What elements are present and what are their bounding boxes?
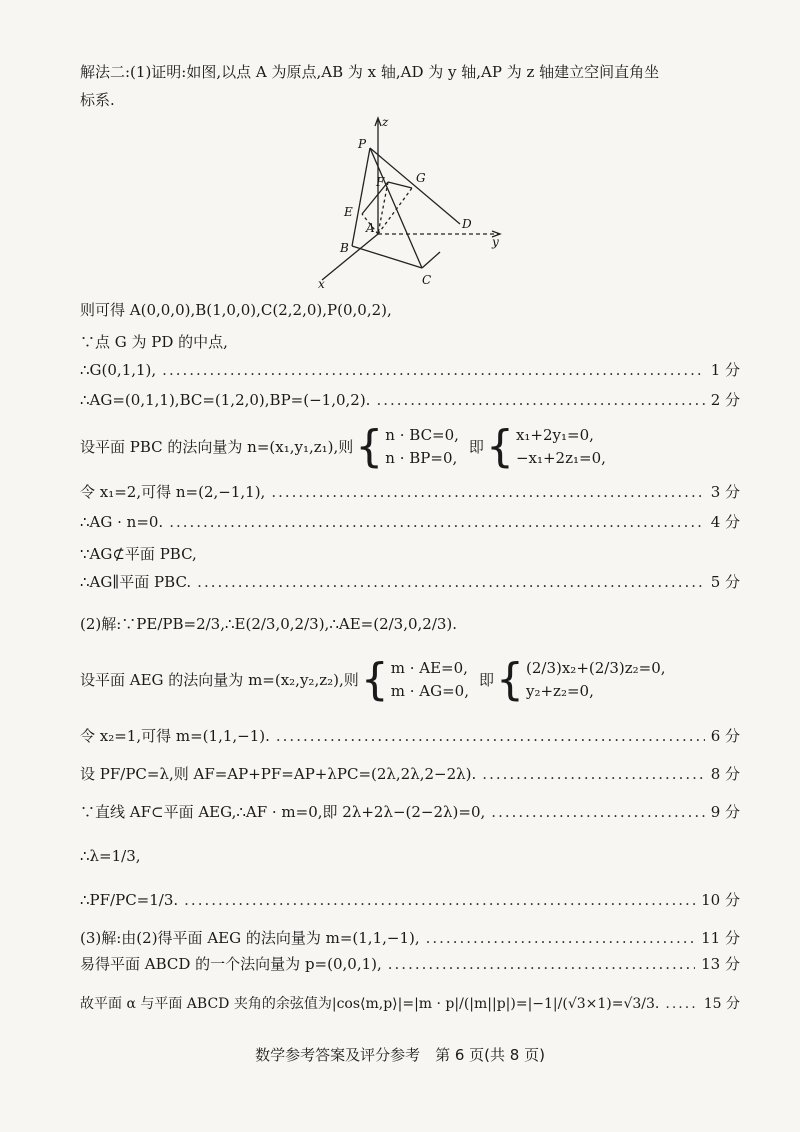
edge-cd <box>422 252 440 268</box>
dot-leader <box>388 954 695 974</box>
score-4: 4 分 <box>710 513 740 531</box>
part-2-line: (2)解:∵PE/PB=2/3,∴E(2/3,0,2/3),∴AE=(2/3,0,2/3). <box>80 615 458 633</box>
af-set: 设 PF/PC=λ,则 AF=AP+PF=AP+λPC=(2λ,2λ,2−2λ). <box>80 765 477 783</box>
dot-leader <box>169 512 704 532</box>
step-13-row <box>80 954 740 974</box>
label-b: B <box>340 241 349 255</box>
dot-leader <box>426 928 696 948</box>
normal-pbc-mid: 即 <box>468 438 484 456</box>
m-value: 令 x₂=1,可得 m=(1,1,−1). <box>80 727 270 745</box>
step-3-row <box>80 482 740 502</box>
score-8: 8 分 <box>710 765 740 783</box>
normal-pbc-sol2: −x₁+2z₁=0, <box>515 449 606 467</box>
step-9-row <box>80 802 740 822</box>
score-15: 15 分 <box>703 996 740 1012</box>
normal-aeg-eq2: m · AG=0, <box>390 682 469 700</box>
left-brace: { <box>355 421 384 472</box>
label-c: C <box>422 273 432 287</box>
line-fg <box>388 182 412 188</box>
page-footer: 数学参考答案及评分参考 第 6 页(共 8 页) <box>255 1046 545 1064</box>
score-5: 5 分 <box>710 573 740 591</box>
edge-bc <box>352 246 422 268</box>
dot-leader <box>376 390 704 410</box>
n-value: 令 x₁=2,可得 n=(2,−1,1), <box>80 483 266 501</box>
p-value: 易得平面 ABCD 的一个法向量为 p=(0,0,1), <box>80 955 382 973</box>
score-10: 10 分 <box>701 891 740 909</box>
score-9: 9 分 <box>710 803 740 821</box>
g-coord: ∴G(0,1,1), <box>80 361 157 379</box>
normal-aeg-sol1: (2/3)x₂+(2/3)z₂=0, <box>526 659 666 677</box>
step-8-row <box>80 764 740 784</box>
normal-aeg-eq1: m · AE=0, <box>390 659 468 677</box>
dot-leader <box>482 764 704 784</box>
pyramid-figure <box>300 112 520 292</box>
normal-aeg-sol2: y₂+z₂=0, <box>526 682 594 700</box>
vectors: ∴AG=(0,1,1),BC=(1,2,0),BP=(−1,0,2). <box>80 391 371 409</box>
left-brace: { <box>496 654 524 705</box>
dot-leader <box>184 890 695 910</box>
step-5-row <box>80 572 740 592</box>
step-11-row <box>80 928 740 948</box>
normal-aeg-row <box>80 654 740 706</box>
lambda-line: ∴λ=1/3, <box>80 847 141 865</box>
dot-leader <box>491 802 704 822</box>
g-midpoint-line: ∵点 G 为 PD 的中点, <box>80 333 228 351</box>
intro-line-1: 解法二:(1)证明:如图,以点 A 为原点,AB 为 x 轴,AD 为 y 轴,AP 为 z 轴建立空间直角坐 <box>80 63 660 81</box>
normal-pbc-pre: 设平面 PBC 的法向量为 n=(x₁,y₁,z₁),则 <box>80 438 354 456</box>
dot-leader <box>162 360 705 380</box>
score-13: 13 分 <box>701 955 740 973</box>
step-1-row <box>80 360 740 380</box>
label-p: P <box>358 137 367 151</box>
intro-line-2: 标系. <box>80 91 115 109</box>
normal-pbc-solution <box>484 421 606 472</box>
pf-pc: ∴PF/PC=1/3. <box>80 891 179 909</box>
label-y: y <box>492 235 499 249</box>
step-6-row <box>80 726 740 746</box>
normal-aeg-system <box>359 654 469 705</box>
step-10-row <box>80 890 740 910</box>
label-d: D <box>462 217 472 231</box>
label-a: A <box>366 221 375 235</box>
step-4-row <box>80 512 740 532</box>
coords-line: 则可得 A(0,0,0),B(1,0,0),C(2,2,0),P(0,0,2), <box>80 301 392 319</box>
normal-aeg-mid: 即 <box>478 671 494 689</box>
af-line: ∵直线 AF⊂平面 AEG,∴AF · m=0,即 2λ+2λ−(2−2λ)=0, <box>80 803 486 821</box>
normal-pbc-row <box>80 421 740 472</box>
label-g: G <box>416 171 426 185</box>
ag-not-in-line: ∵AG⊄平面 PBC, <box>80 545 197 563</box>
score-3: 3 分 <box>710 483 740 501</box>
normal-pbc-sol1: x₁+2y₁=0, <box>515 426 594 444</box>
step-15-row <box>80 994 740 1014</box>
score-1: 1 分 <box>710 361 740 379</box>
normal-pbc-eq1: n · BC=0, <box>385 426 459 444</box>
line-ag <box>378 188 412 234</box>
score-11: 11 分 <box>701 929 740 947</box>
left-brace: { <box>485 421 514 472</box>
part-3: (3)解:由(2)得平面 AEG 的法向量为 m=(1,1,−1), <box>80 929 420 947</box>
left-brace: { <box>360 654 389 705</box>
score-2: 2 分 <box>710 391 740 409</box>
label-f: F <box>376 175 385 189</box>
label-e: E <box>344 205 353 219</box>
normal-pbc-eq2: n · BP=0, <box>385 449 458 467</box>
normal-aeg-solution <box>494 654 666 705</box>
dot-leader <box>276 726 705 746</box>
label-x: x <box>318 277 325 291</box>
dot-leader <box>665 994 697 1014</box>
normal-pbc-system <box>353 421 459 472</box>
dot-leader <box>271 482 704 502</box>
score-6: 6 分 <box>710 727 740 745</box>
label-z: z <box>382 115 389 129</box>
dot-leader <box>197 572 705 592</box>
line-af <box>378 182 388 234</box>
ag-parallel: ∴AG∥平面 PBC. <box>80 573 192 591</box>
step-2-row <box>80 390 740 410</box>
ag-dot-n: ∴AG · n=0. <box>80 513 164 531</box>
normal-aeg-pre: 设平面 AEG 的法向量为 m=(x₂,y₂,z₂),则 <box>80 671 359 689</box>
x-axis <box>322 234 378 280</box>
cos-line: 故平面 α 与平面 ABCD 夹角的余弦值为|cos⟨m,p⟩|=|m · p|/(|m||p|)=|−1|/(√3×1)=√3/3. <box>80 996 660 1012</box>
